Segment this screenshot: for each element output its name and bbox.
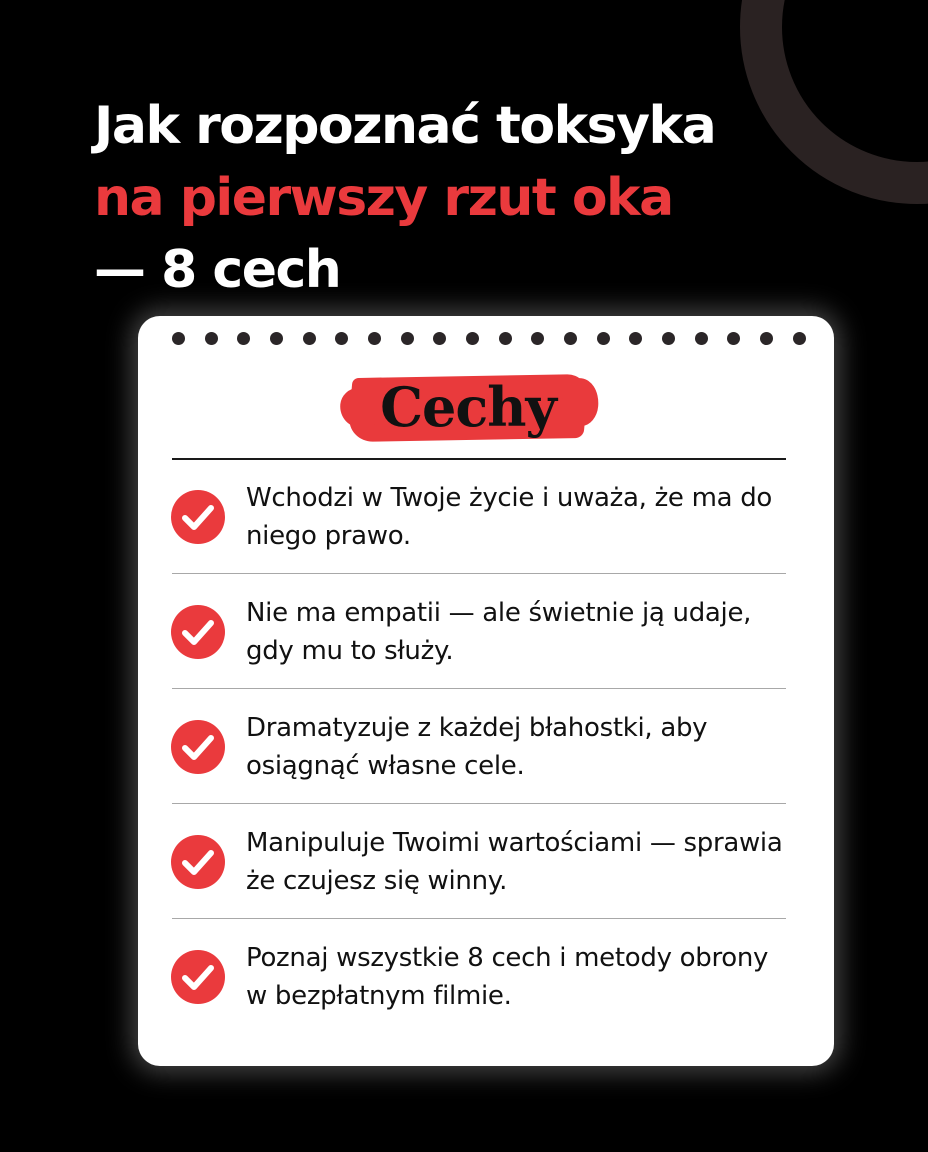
binder-dot: [303, 332, 316, 345]
decorative-ring: [740, 0, 928, 204]
binder-dot: [237, 332, 250, 345]
binder-dot: [564, 332, 577, 345]
list-item: [138, 919, 834, 1034]
binder-dot: [662, 332, 675, 345]
binder-dot: [531, 332, 544, 345]
list-item: [138, 574, 834, 689]
binder-dot: [401, 332, 414, 345]
headline: [94, 90, 715, 306]
binder-dot: [760, 332, 773, 345]
list-item: [138, 804, 834, 919]
check-circle-icon: [170, 949, 226, 1005]
binder-dot: [335, 332, 348, 345]
binder-dot: [793, 332, 806, 345]
list-item-text: Wchodzi w Twoje życie i uważa, że ma do niego prawo.: [246, 482, 773, 551]
binder-dot: [499, 332, 512, 345]
notepad-card: [138, 316, 834, 1066]
binder-dot: [695, 332, 708, 345]
check-circle-icon: [170, 719, 226, 775]
list-item-text: Nie ma empatii — ale świetnie ją udaje, gdy mu to służy.: [246, 597, 752, 666]
headline-line-1: Jak rozpoznać toksyka: [94, 96, 716, 156]
check-circle-icon: [170, 489, 226, 545]
headline-line-3: — 8 cech: [94, 240, 341, 300]
binder-dot: [597, 332, 610, 345]
check-circle-icon: [170, 834, 226, 890]
binder-dot: [205, 332, 218, 345]
list-item: [138, 689, 834, 804]
check-circle-icon: [170, 604, 226, 660]
list-item-text: Dramatyzuje z każdej błahostki, aby osiągnąć własne cele.: [246, 712, 708, 781]
binder-dot: [368, 332, 381, 345]
cechy-badge: [350, 370, 586, 444]
list-item-text: Poznaj wszystkie 8 cech i metody obrony w bezpłatnym filmie.: [246, 942, 769, 1011]
headline-line-2: na pierwszy rzut oka: [94, 168, 673, 228]
binder-dot: [270, 332, 283, 345]
list-item-text: Manipuluje Twoimi wartościami — sprawia że czujesz się winny.: [246, 827, 783, 896]
binder-dot: [629, 332, 642, 345]
binder-dot: [727, 332, 740, 345]
binder-dot: [172, 332, 185, 345]
list-item: [138, 459, 834, 574]
binder-dots: [172, 332, 806, 346]
binder-dot: [466, 332, 479, 345]
binder-dot: [433, 332, 446, 345]
badge-label: Cechy: [380, 375, 556, 439]
